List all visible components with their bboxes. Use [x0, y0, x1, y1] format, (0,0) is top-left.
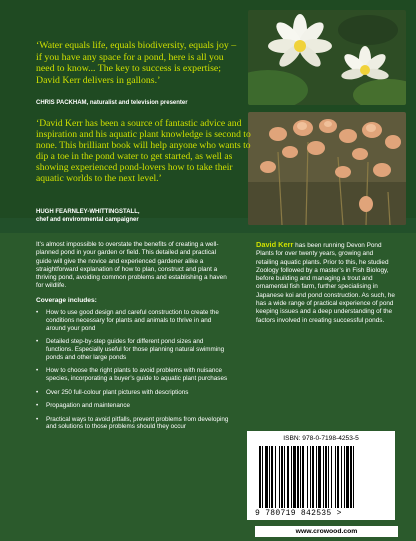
seed-head-photo — [248, 112, 406, 225]
quote-packham-attribution — [36, 99, 241, 107]
attribution-name: HUGH FEARNLEY-WHITTINGSTALL, — [36, 209, 140, 215]
list-item: • Propagation and maintenance — [36, 402, 232, 410]
author-bio — [256, 241, 396, 325]
attribution-text: CHRIS PACKHAM, naturalist and television presenter — [36, 100, 188, 106]
isbn-label: ISBN: 978-0-7198-4253-5 — [283, 435, 359, 442]
list-item: • How to choose the right plants to avoid problems with nuisance species, incorporating a buyer’s guide to aquatic plant purchases — [36, 367, 232, 383]
coverage-list — [36, 309, 232, 437]
barcode-digits: 9 780719 842535 > — [255, 509, 342, 518]
barcode-icon — [259, 446, 383, 508]
quote-fearnley: ‘David Kerr has been a source of fantastic advice and inspiration and his aquatic plant knowledge is second to none. This brilliant book will help anyone who wants to dip a toe in the pond water to get started, as well as showing experienced pond-lovers how to take their aquatic worlds to the next level.’ — [36, 118, 251, 185]
author-bio-text: has been running Devon Pond Plants for over twenty years, growing and retailing aquatic plants. Prior to this, he studied Zoology followed by a master’s in Fish Biology, before building and managing a trout and ornamental fish farm, further specialising in Japanese koi and pond construction. As such, he has a wide range of practical experience of pond keeping issues and a deep understanding of the factors involved in creating successful ponds. — [256, 242, 395, 324]
list-item: • Over 250 full-colour plant pictures with descriptions — [36, 389, 232, 397]
quote-packham: ‘Water equals life, equals biodiversity, equals joy – if you have any space for a pond, here is all you need to know... The key to success is expertise; David Kerr delivers in gallons.’ — [36, 40, 237, 86]
intro-paragraph: It’s almost impossible to overstate the benefits of creating a well-planned pond in your garden or field. This detailed and practical guide will give the novice and experienced gardener alike a straightforward explanation of how to plan, construct and plant a thriving pond, avoiding common problems and establishing a haven for wildlife. — [36, 241, 227, 290]
list-item: • Detailed step-by-step guides for different pond sizes and functions. Especially useful for those planning natural swimming ponds and other large ponds — [36, 338, 232, 362]
list-item: • How to use good design and careful construction to create the conditions necessary for plants and animals to thrive in and around your pond — [36, 309, 232, 333]
publisher-url[interactable]: www.crowood.com — [255, 526, 398, 537]
coverage-heading: Coverage includes: — [36, 297, 97, 304]
attribution-role: chef and environmental campaigner — [36, 217, 139, 223]
list-item: • Practical ways to avoid pitfalls, prevent problems from developing and solutions to those problems should they occur — [36, 416, 232, 432]
barcode-panel — [247, 431, 395, 520]
water-lily-photo — [248, 10, 406, 105]
quote-fearnley-attribution — [36, 208, 251, 224]
author-name: David Kerr — [256, 240, 294, 249]
